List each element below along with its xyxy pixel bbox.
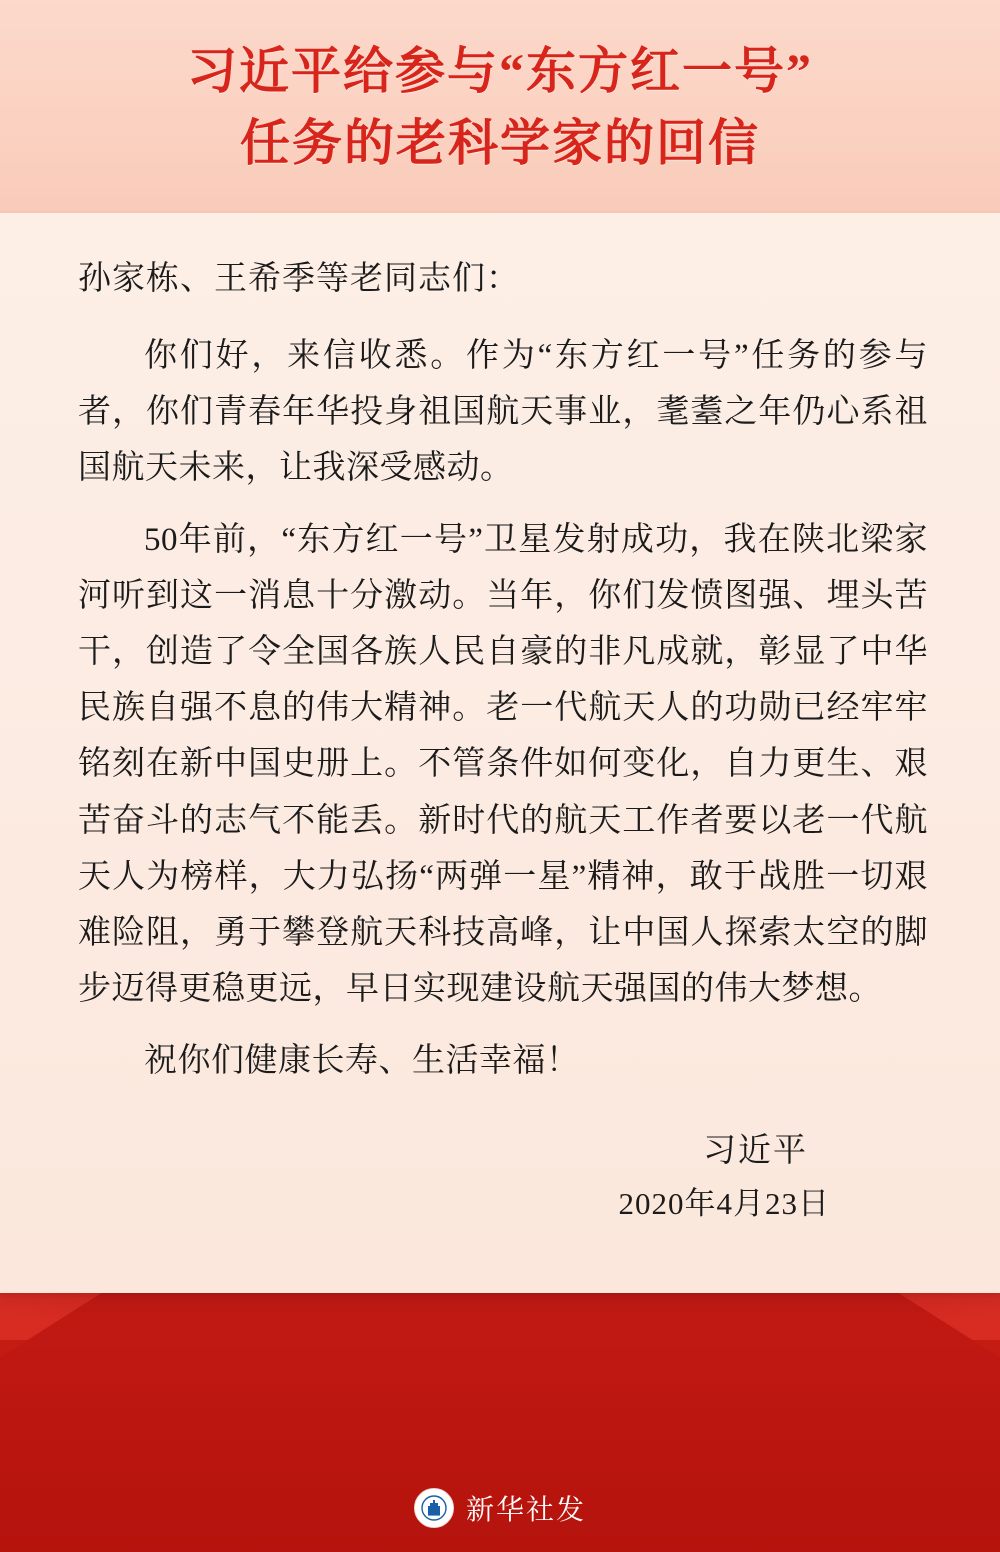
letter-paragraph-2: 50年前，“东方红一号”卫星发射成功，我在陕北梁家河听到这一消息十分激动。当年，你们发愤图强、埋头苦干，创造了令全国各族人民自豪的非凡成就，彰显了中华民族自强不息的伟大精神。老一代航天人的功勋已经牢牢铭刻在新中国史册上。不管条件如何变化，自力更生、艰苦奋斗的志气不能丢。新时代的航天工作者要以老一代航天人为榜样，大力弘扬“两弹一星”精神，敢于战胜一切艰难险阻，勇于攀登航天科技高峰，让中国人探索太空的脚步迈得更稳更远，早日实现建设航天强国的伟大梦想。 (78, 522, 928, 1007)
page-title-line-1: 习近平给参与“东方红一号” (187, 42, 813, 99)
letter-salutation: 孙家栋、王希季等老同志们： (78, 261, 520, 297)
letter-paper (0, 213, 1000, 1293)
signature-date: 2020年4月23日 (618, 1185, 830, 1221)
footer-credit-text: 新华社发 (465, 1495, 586, 1526)
page-title-line-2: 任务的老科学家的回信 (240, 114, 760, 171)
page-title (187, 35, 813, 179)
signature-name: 习近平 (703, 1133, 808, 1170)
letter-paragraph-1: 你们好，来信收悉。作为“东方红一号”任务的参与者，你们青春年华投身祖国航天事业，耄耋之年仍心系祖国航天未来，让我深受感动。 (78, 337, 928, 486)
letter-body (78, 253, 928, 1227)
footer-credit (0, 1488, 1000, 1528)
letter-signature-block (78, 1127, 928, 1227)
header-band (0, 0, 1000, 213)
letter-paragraph-3: 祝你们健康长寿、生活幸福！ (144, 1042, 580, 1079)
xinhua-logo-icon (414, 1488, 454, 1528)
